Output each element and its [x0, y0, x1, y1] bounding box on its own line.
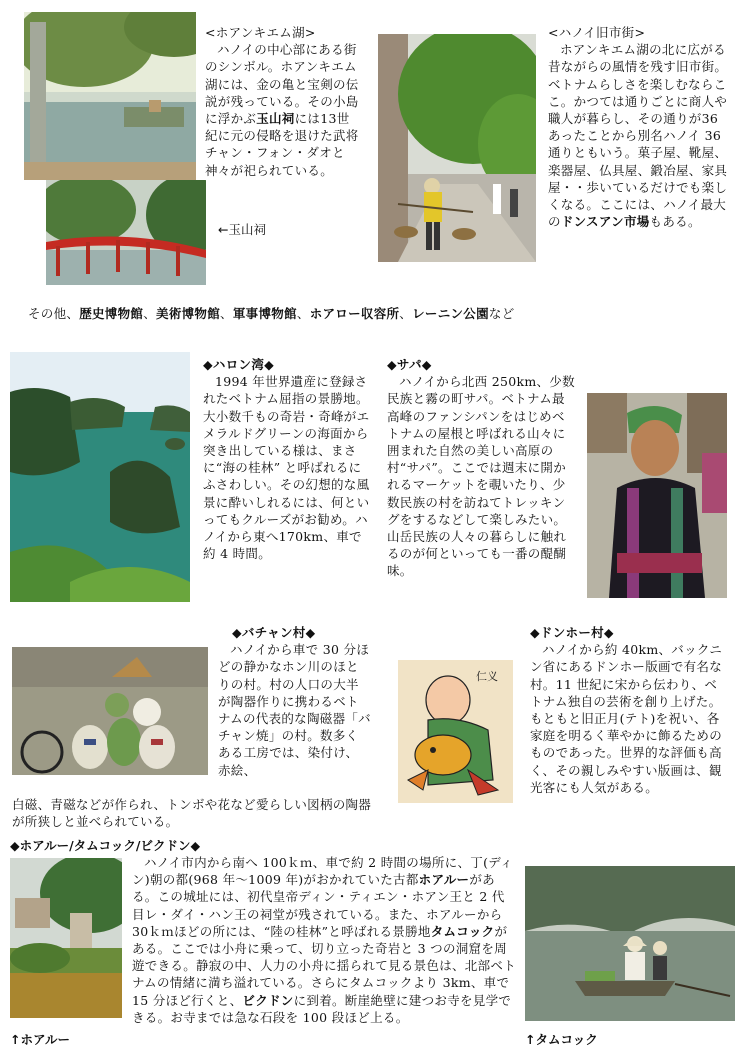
other-item-art-museum: 美術博物館: [156, 306, 221, 321]
sapa-text: ハノイから北西 250km、少数民族と霧の町サパ。ベトナム最高峰のファンシパンをはじめベトナムの屋根と呼ばれる山々に囲まれた自然の美しい高原の村“サパ”。ここでは週末に開かれるマーケットを覗いたり、少数民族の村を訪ねてトレッキングをするなどして楽しみたい。山岳民族の人々の暮らしに触れるのが何といっても一番の醍醐味。: [387, 374, 575, 579]
dong-ho-text: ハノイから約 40km、バックニン省にあるドンホー版画で有名な村。11 世紀に宋から伝わり、ベトナム独自の芸術を創り上げた。もともと旧正月(テト)を祝い、各家庭を明るく華やかに飾るためのものであった。世界的な評価も高く、その親しみやすい版画は、観光客にも人気がある。: [530, 642, 723, 795]
bat-trang-pottery-photo: [12, 647, 208, 775]
other-sep: 、: [143, 306, 157, 321]
dong-ho-section: [530, 624, 725, 796]
ha-long-title: ◆ハロン湾◆: [203, 357, 275, 372]
old-quarter-text-2: もある。: [649, 214, 701, 230]
ha-long-text: 1994 年世界遺産に登録されたベトナム屈指の景勝地。大小数千もの奇岩・奇峰がエメラルドグリーンの海面から突き出している様は、まさに“海の桂林” と呼ばれるにふさわしい。その幻想的な風景に酔いしれるには、何といってもクルーズがお勧め。ハノイから東へ170km、車で約 4 時間。: [203, 374, 370, 562]
woodblock-characters: 仁义: [476, 670, 498, 683]
tam-coc-photo-caption: ↑タムコック: [525, 1032, 598, 1047]
other-item-hoa-lo-prison: ホアロー収容所: [309, 306, 400, 321]
ha-long-section: [203, 356, 371, 562]
hoa-lu-text-2: がある。この城址には、初代皇帝ディン・ティエン・ホアン王と 2 代目レ・ダイ・ハン王の祠堂が残されている。また、ホアルーから 30ｋｍほどの所には、“陸の桂林”と呼ばれる景勝地: [132, 872, 505, 939]
other-item-military-museum: 軍事博物館: [232, 306, 297, 321]
tam-coc-boat-photo: [525, 866, 735, 1021]
other-prefix: その他、: [28, 306, 80, 321]
hoan-kiem-text-2: には13世紀に元の侵略を退けた武将チャン・フォン・ダオと神々が祀られている。: [205, 111, 359, 178]
hoan-kiem-lake-photo: [24, 12, 196, 180]
old-quarter-text-1: ホアンキエム湖の北に広がる昔ながらの風情を残す旧市街。ベトナムらしさを楽しむならここ。かつては通りごとに商人や職人が暮らし、その通りが36あったことから別名ハノイ 36 通りともいう。菓子屋、靴屋、楽器屋、仏具屋、鍛冶屋、家具屋・・歩いているだけでも楽しくなる。ここには、ハノイ最大の: [548, 42, 728, 230]
other-item-history-museum: 歴史博物館: [79, 306, 144, 321]
tam-coc-bold: タムコック: [430, 923, 495, 939]
old-quarter-section: [548, 24, 728, 230]
bat-trang-title: ◆バチャン村◆: [232, 625, 316, 640]
other-sep: 、: [220, 306, 233, 321]
hoan-kiem-section: [205, 24, 360, 179]
old-quarter-street-photo: [378, 34, 536, 262]
bat-trang-text-1: ハノイから車で 30 分ほどの静かなホン川のほとりの村。村の人口の大半が陶器作りに携わるベトナムの代表的な陶磁器「バチャン焼」の村。数多くある工房では、染付け、赤絵、: [218, 642, 371, 778]
sapa-title: ◆サパ◆: [387, 357, 432, 372]
hoa-lu-text-4: に到着。断崖絶壁に建つお寺を見学できる。お寺までは急な石段を 100 段ほど上る。: [132, 992, 512, 1025]
ha-long-bay-photo: [10, 352, 190, 602]
bich-dong-bold: ビクドン: [242, 992, 294, 1008]
other-sep: 、: [296, 306, 310, 321]
other-suffix: など: [488, 306, 515, 321]
bat-trang-section: [218, 624, 371, 779]
sapa-woman-photo: [587, 393, 727, 598]
ngoc-son-temple-bridge-photo: [46, 180, 206, 285]
sapa-section: [387, 356, 577, 580]
old-quarter-title: <ハノイ旧市街>: [548, 25, 646, 40]
hoa-lu-photo-caption: ↑ホアルー: [10, 1032, 70, 1047]
hoan-kiem-title: <ホアンキエム湖>: [205, 25, 316, 40]
bat-trang-text-2: 白磁、青磁などが作られ、トンボや花など愛らしい図柄の陶器が所狭しと並べられている。: [12, 797, 372, 830]
hoa-lu-section: [132, 854, 516, 1026]
dong-ho-title: ◆ドンホー村◆: [530, 625, 614, 640]
hoa-lu-text-3: がある。ここでは小舟に乗って、切り立った奇岩と 3 つの洞窟を周遊できる。静寂の中、人力の小舟に揺られて見る景色は、北部ベトナムの情緒に満ち溢れている。さらにタムコックより 3km、車で 15 分ほど行くと、: [132, 923, 517, 1008]
other-sep: 、: [399, 306, 413, 321]
bat-trang-text-2-block: [12, 796, 372, 830]
ngoc-son-caption: ←玉山祠: [218, 222, 266, 237]
hoan-kiem-text-1: ハノイの中心部にある街のシンボル。ホアンキエム湖には、金の亀と宝剣の伝説が残っている。その小島に浮かぶ: [205, 42, 359, 127]
hoa-lu-temple-photo: [10, 858, 122, 1018]
ngoc-son-bold: 玉山祠: [256, 111, 295, 127]
hoa-lu-section-title: ◆ホアルー/タムコック/ビクドン◆: [10, 838, 201, 853]
hoa-lu-bold: ホアルー: [418, 872, 470, 888]
dong-ho-woodblock-print: [398, 660, 513, 803]
other-item-lenin-park: レーニン公園: [412, 306, 489, 321]
hoa-lu-text-1: ハノイ市内から南へ 100ｋｍ、車で約 2 時間の場所に、丁(ディン)朝の都(968 年～1009 年)がおかれていた古都: [132, 855, 513, 888]
other-sights-line: [28, 304, 515, 322]
dong-xuan-bold: ドンスアン市場: [560, 214, 650, 230]
